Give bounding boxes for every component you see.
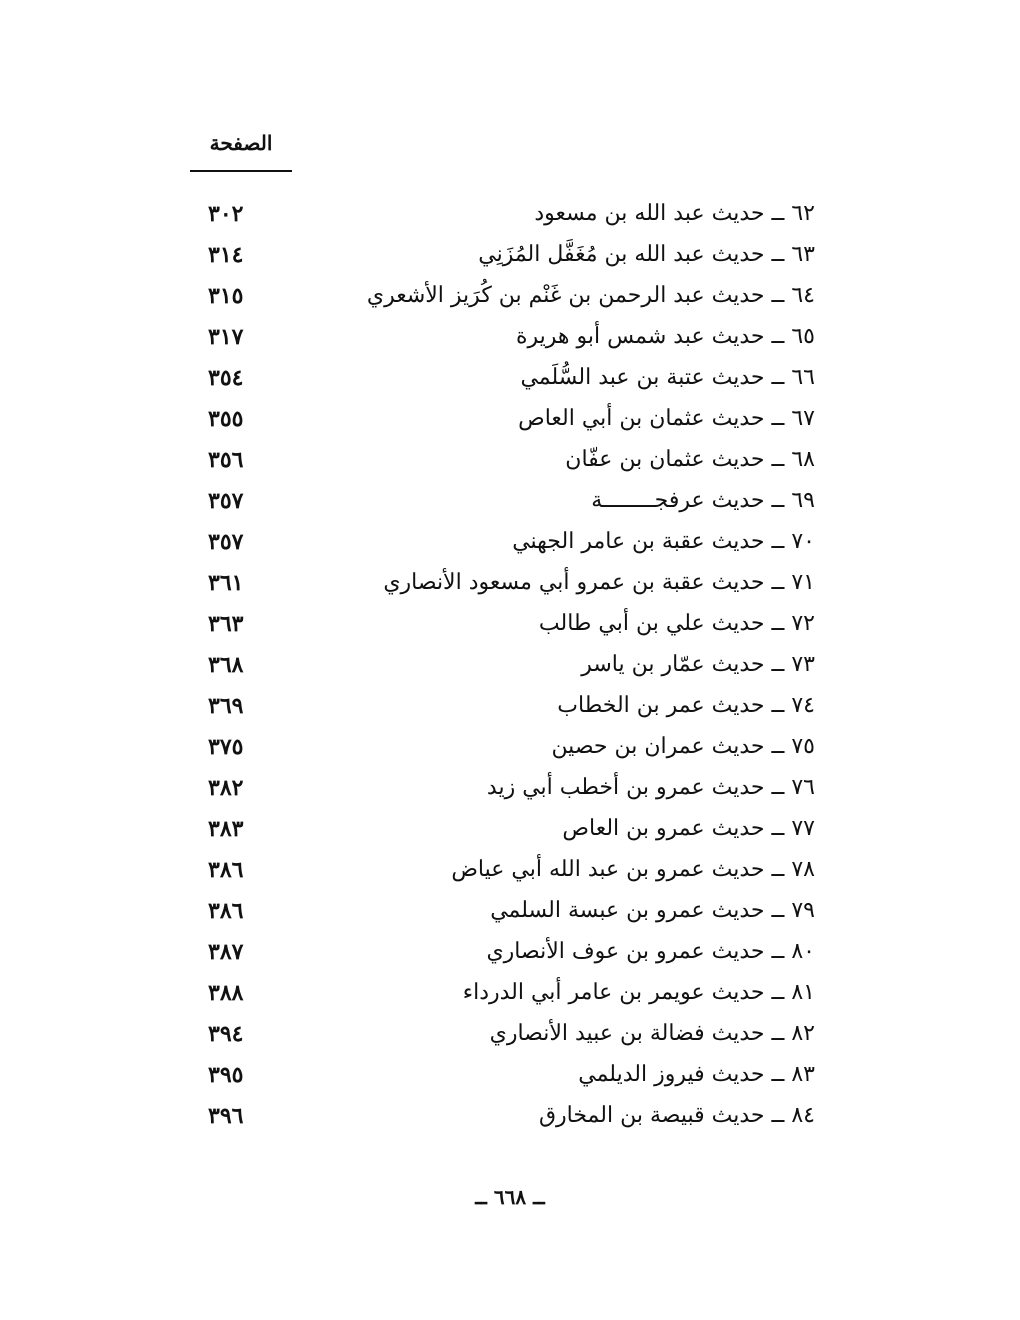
toc-entry-page-number: ٣٩٥ <box>208 1061 244 1088</box>
toc-entry-page-number: ٣٠٢ <box>208 200 244 227</box>
toc-entry <box>190 521 815 562</box>
toc-entry-page-number: ٣٩٦ <box>208 1102 244 1129</box>
toc-entry <box>190 890 815 931</box>
toc-entry-page-number: ٣٨٦ <box>208 897 244 924</box>
toc-entry-page-number: ٣٦١ <box>208 569 244 596</box>
header-divider <box>190 170 292 172</box>
toc-entry-title: ٧٠ ــ حديث عقبة بن عامر الجهني <box>512 529 815 554</box>
toc-entry-page-number: ٣٥٧ <box>208 528 244 555</box>
toc-entry-title: ٦٩ ــ حديث عرفجــــــــة <box>591 488 815 513</box>
toc-entry-page-number: ٣٦٣ <box>208 610 244 637</box>
toc-entry-page-number: ٣٨٦ <box>208 856 244 883</box>
toc-entry-title: ٧٢ ــ حديث علي بن أبي طالب <box>538 611 815 636</box>
toc-entry-title: ٦٥ ــ حديث عبد شمس أبو هريرة <box>515 324 815 349</box>
toc-entry-title: ٧٦ ــ حديث عمرو بن أخطب أبي زيد <box>486 775 815 800</box>
toc-entry-page-number: ٣٥٥ <box>208 405 244 432</box>
toc-entry-page-number: ٣٨٨ <box>208 979 244 1006</box>
toc-entry-page-number: ٣٧٥ <box>208 733 244 760</box>
toc-entry-title: ٦٦ ــ حديث عتبة بن عبد السُّلَمي <box>520 365 815 390</box>
toc-entry-page-number: ٣١٥ <box>208 282 244 309</box>
page-number-footer: ــ ٦٦٨ ــ <box>475 1185 545 1209</box>
toc-entry <box>190 972 815 1013</box>
toc-entry-page-number: ٣١٤ <box>208 241 244 268</box>
toc-entry <box>190 316 815 357</box>
toc-entry <box>190 439 815 480</box>
toc-entry <box>190 1054 815 1095</box>
toc-entry-title: ٧٧ ــ حديث عمرو بن العاص <box>562 816 815 841</box>
toc-entry <box>190 275 815 316</box>
page-column-header <box>190 128 292 172</box>
toc-entry-title: ٨٣ ــ حديث فيروز الديلمي <box>578 1062 815 1087</box>
toc-entry-title: ٦٧ ــ حديث عثمان بن أبي العاص <box>518 406 815 431</box>
toc-entry-title: ٧٣ ــ حديث عمّار بن ياسر <box>581 652 815 677</box>
toc-entry-title: ٨٢ ــ حديث فضالة بن عبيد الأنصاري <box>489 1021 815 1046</box>
toc-entry <box>190 808 815 849</box>
toc-entry <box>190 603 815 644</box>
toc-entry-page-number: ٣١٧ <box>208 323 244 350</box>
toc-entry <box>190 234 815 275</box>
toc-entry <box>190 357 815 398</box>
toc-entry-title: ٧١ ــ حديث عقبة بن عمرو أبي مسعود الأنصاري <box>383 570 815 595</box>
toc-entry-page-number: ٣٨٢ <box>208 774 244 801</box>
toc-entry-title: ٦٨ ــ حديث عثمان بن عفّان <box>565 447 815 472</box>
toc-entry-title: ٧٥ ــ حديث عمران بن حصين <box>551 734 815 759</box>
toc-entry <box>190 767 815 808</box>
toc-entry-title: ٦٢ ــ حديث عبد الله بن مسعود <box>534 201 815 226</box>
toc-entry <box>190 849 815 890</box>
toc-entry <box>190 562 815 603</box>
toc-entry <box>190 726 815 767</box>
toc-entry-title: ٨١ ــ حديث عويمر بن عامر أبي الدرداء <box>462 980 815 1005</box>
toc-entry <box>190 931 815 972</box>
toc-entry <box>190 1013 815 1054</box>
toc-entry-title: ٨٤ ــ حديث قبيصة بن المخارق <box>538 1103 815 1128</box>
toc-entry <box>190 1095 815 1136</box>
toc-entry-title: ٦٤ ــ حديث عبد الرحمن بن غَنْم بن كُرَيز الأشعري <box>366 283 815 308</box>
toc-entry <box>190 685 815 726</box>
toc-entry-page-number: ٣٥٦ <box>208 446 244 473</box>
toc-entry-page-number: ٣٥٧ <box>208 487 244 514</box>
toc-entry-page-number: ٣٨٣ <box>208 815 244 842</box>
toc-entry-page-number: ٣٨٧ <box>208 938 244 965</box>
toc-entry-title: ٧٨ ــ حديث عمرو بن عبد الله أبي عياض <box>451 857 815 882</box>
toc-entry-title: ٨٠ ــ حديث عمرو بن عوف الأنصاري <box>486 939 815 964</box>
toc-entry <box>190 480 815 521</box>
toc-entry-page-number: ٣٩٤ <box>208 1020 244 1047</box>
toc-entry-title: ٦٣ ــ حديث عبد الله بن مُغَفَّل المُزَنِي <box>478 242 815 267</box>
toc-entry-title: ٧٩ ــ حديث عمرو بن عبسة السلمي <box>490 898 815 923</box>
toc-entry <box>190 193 815 234</box>
table-of-contents <box>190 193 815 1136</box>
page-column-label: الصفحة <box>209 131 273 155</box>
toc-entry-page-number: ٣٦٩ <box>208 692 244 719</box>
toc-entry-title: ٧٤ ــ حديث عمر بن الخطاب <box>557 693 815 718</box>
toc-entry <box>190 644 815 685</box>
toc-entry-page-number: ٣٥٤ <box>208 364 244 391</box>
toc-entry <box>190 398 815 439</box>
toc-entry-page-number: ٣٦٨ <box>208 651 244 678</box>
